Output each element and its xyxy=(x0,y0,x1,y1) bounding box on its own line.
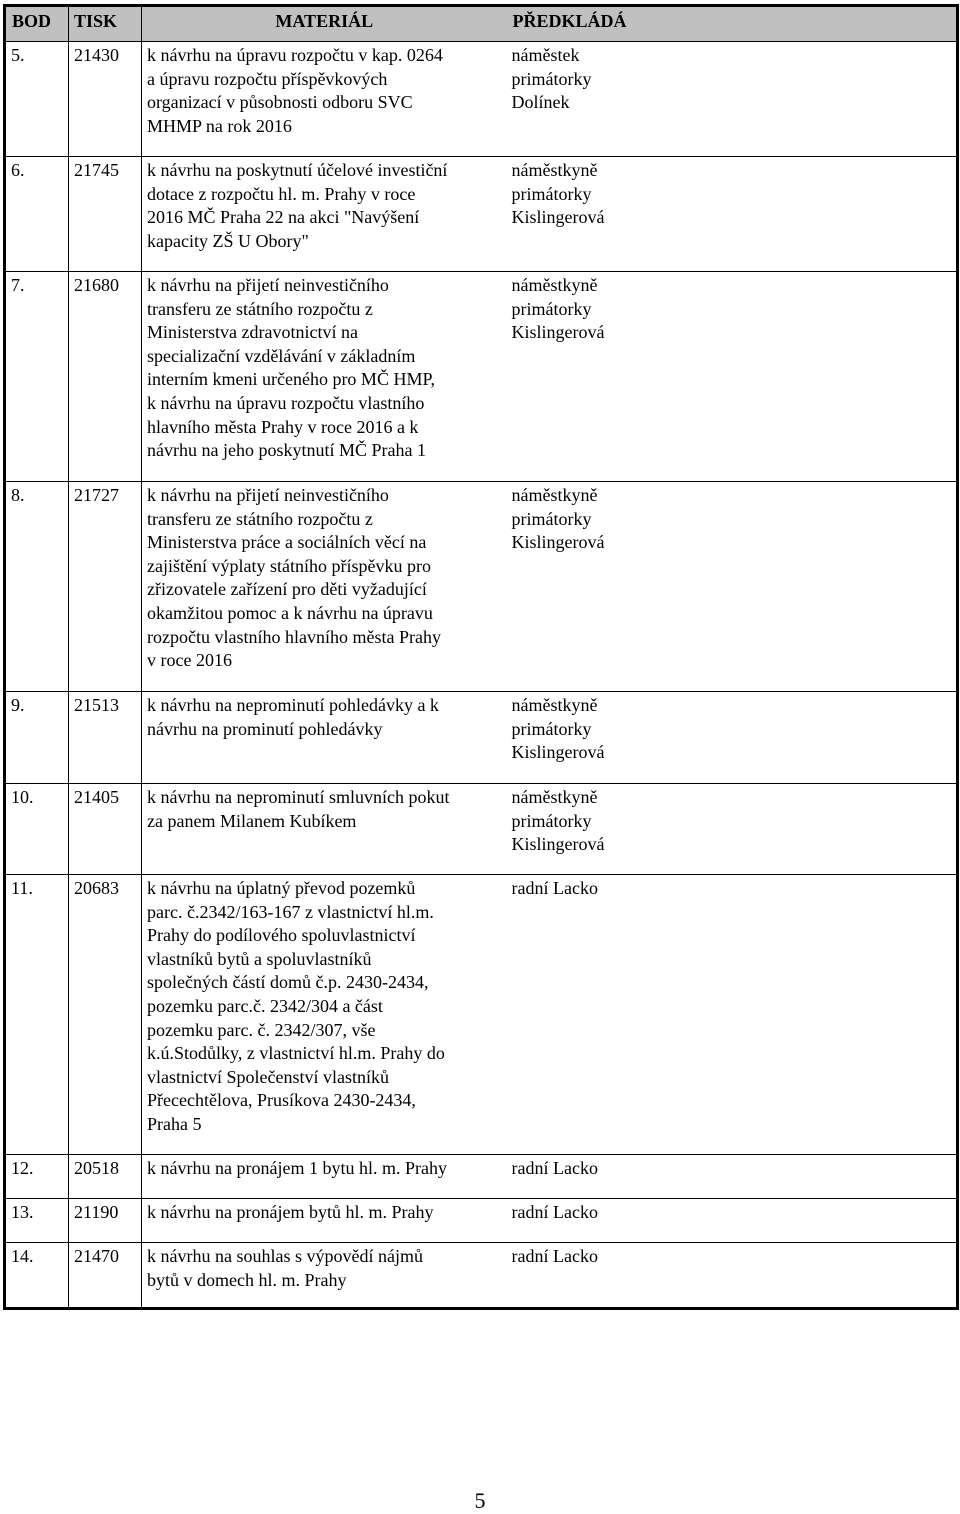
table-row xyxy=(5,692,958,784)
header-material: MATERIÁL xyxy=(142,6,507,42)
row-tisk: 21745 xyxy=(69,157,142,272)
row-tisk: 21513 xyxy=(69,692,142,784)
row-tisk: 21430 xyxy=(69,42,142,157)
table-row xyxy=(5,42,958,157)
row-predklada: radní Lacko xyxy=(507,875,958,1155)
table-row xyxy=(5,272,958,482)
row-tisk: 21470 xyxy=(69,1243,142,1309)
header-tisk: TISK xyxy=(69,6,142,42)
table-body xyxy=(5,42,958,1309)
table-row xyxy=(5,482,958,692)
row-predklada: náměstkyně primátorky Kislingerová xyxy=(507,157,958,272)
row-material: k návrhu na souhlas s výpovědí nájmů bytů v domech hl. m. Prahy xyxy=(142,1243,507,1309)
agenda-table xyxy=(3,4,959,1310)
row-bod: 7. xyxy=(5,272,69,482)
row-predklada: radní Lacko xyxy=(507,1155,958,1199)
row-material: k návrhu na neprominutí pohledávky a k návrhu na prominutí pohledávky xyxy=(142,692,507,784)
row-tisk: 21405 xyxy=(69,784,142,875)
row-material: k návrhu na úpravu rozpočtu v kap. 0264 a úpravu rozpočtu příspěvkových organizací v působnosti odboru SVC MHMP na rok 2016 xyxy=(142,42,507,157)
row-predklada: náměstkyně primátorky Kislingerová xyxy=(507,784,958,875)
table-row xyxy=(5,875,958,1155)
header-predklada: PŘEDKLÁDÁ xyxy=(507,6,958,42)
row-material: k návrhu na poskytnutí účelové investiční dotace z rozpočtu hl. m. Prahy v roce 2016 MČ Praha 22 na akci "Navýšení kapacity ZŠ U Obory" xyxy=(142,157,507,272)
row-bod: 9. xyxy=(5,692,69,784)
row-bod: 11. xyxy=(5,875,69,1155)
row-bod: 6. xyxy=(5,157,69,272)
row-bod: 13. xyxy=(5,1199,69,1243)
row-material: k návrhu na přijetí neinvestičního transferu ze státního rozpočtu z Ministerstva práce a sociálních věcí na zajištění výplaty státního příspěvku pro zřizovatele zařízení pro děti vyžadující okamžitou pomoc a k návrhu na úpravu rozpočtu vlastního hlavního města Prahy v roce 2016 xyxy=(142,482,507,692)
row-tisk: 21727 xyxy=(69,482,142,692)
row-bod: 12. xyxy=(5,1155,69,1199)
row-bod: 10. xyxy=(5,784,69,875)
row-predklada: náměstkyně primátorky Kislingerová xyxy=(507,692,958,784)
page-number: 5 xyxy=(474,1488,486,1513)
table-row xyxy=(5,1155,958,1199)
row-bod: 14. xyxy=(5,1243,69,1309)
row-material: k návrhu na neprominutí smluvních pokut za panem Milanem Kubíkem xyxy=(142,784,507,875)
row-tisk: 21190 xyxy=(69,1199,142,1243)
row-tisk: 20683 xyxy=(69,875,142,1155)
header-row xyxy=(5,6,958,42)
row-bod: 5. xyxy=(5,42,69,157)
row-predklada: náměstkyně primátorky Kislingerová xyxy=(507,482,958,692)
row-predklada: radní Lacko xyxy=(507,1243,958,1309)
row-material: k návrhu na úplatný převod pozemků parc. č.2342/163-167 z vlastnictví hl.m. Prahy do podílového spoluvlastnictví vlastníků bytů a spoluvlastníků společných částí domů č.p. 2430-2434, pozemku parc.č. 2342/304 a část pozemku parc. č. 2342/307, vše k.ú.Stodůlky, z vlastnictví hl.m. Prahy do vlastnictví Společenství vlastníků Přecechtělova, Prusíkova 2430-2434, Praha 5 xyxy=(142,875,507,1155)
row-bod: 8. xyxy=(5,482,69,692)
table-row xyxy=(5,1199,958,1243)
header-bod: BOD xyxy=(5,6,69,42)
table-header xyxy=(5,6,958,42)
row-tisk: 21680 xyxy=(69,272,142,482)
row-predklada: náměstek primátorky Dolínek xyxy=(507,42,958,157)
table-row xyxy=(5,157,958,272)
row-tisk: 20518 xyxy=(69,1155,142,1199)
row-material: k návrhu na pronájem 1 bytu hl. m. Prahy xyxy=(142,1155,507,1199)
row-material: k návrhu na přijetí neinvestičního transferu ze státního rozpočtu z Ministerstva zdravotnictví na specializační vzdělávání v základním interním kmeni určeného pro MČ HMP, k návrhu na úpravu rozpočtu vlastního hlavního města Prahy v roce 2016 a k návrhu na jeho poskytnutí MČ Praha 1 xyxy=(142,272,507,482)
row-predklada: radní Lacko xyxy=(507,1199,958,1243)
table-row xyxy=(5,784,958,875)
table-row xyxy=(5,1243,958,1309)
row-material: k návrhu na pronájem bytů hl. m. Prahy xyxy=(142,1199,507,1243)
row-predklada: náměstkyně primátorky Kislingerová xyxy=(507,272,958,482)
